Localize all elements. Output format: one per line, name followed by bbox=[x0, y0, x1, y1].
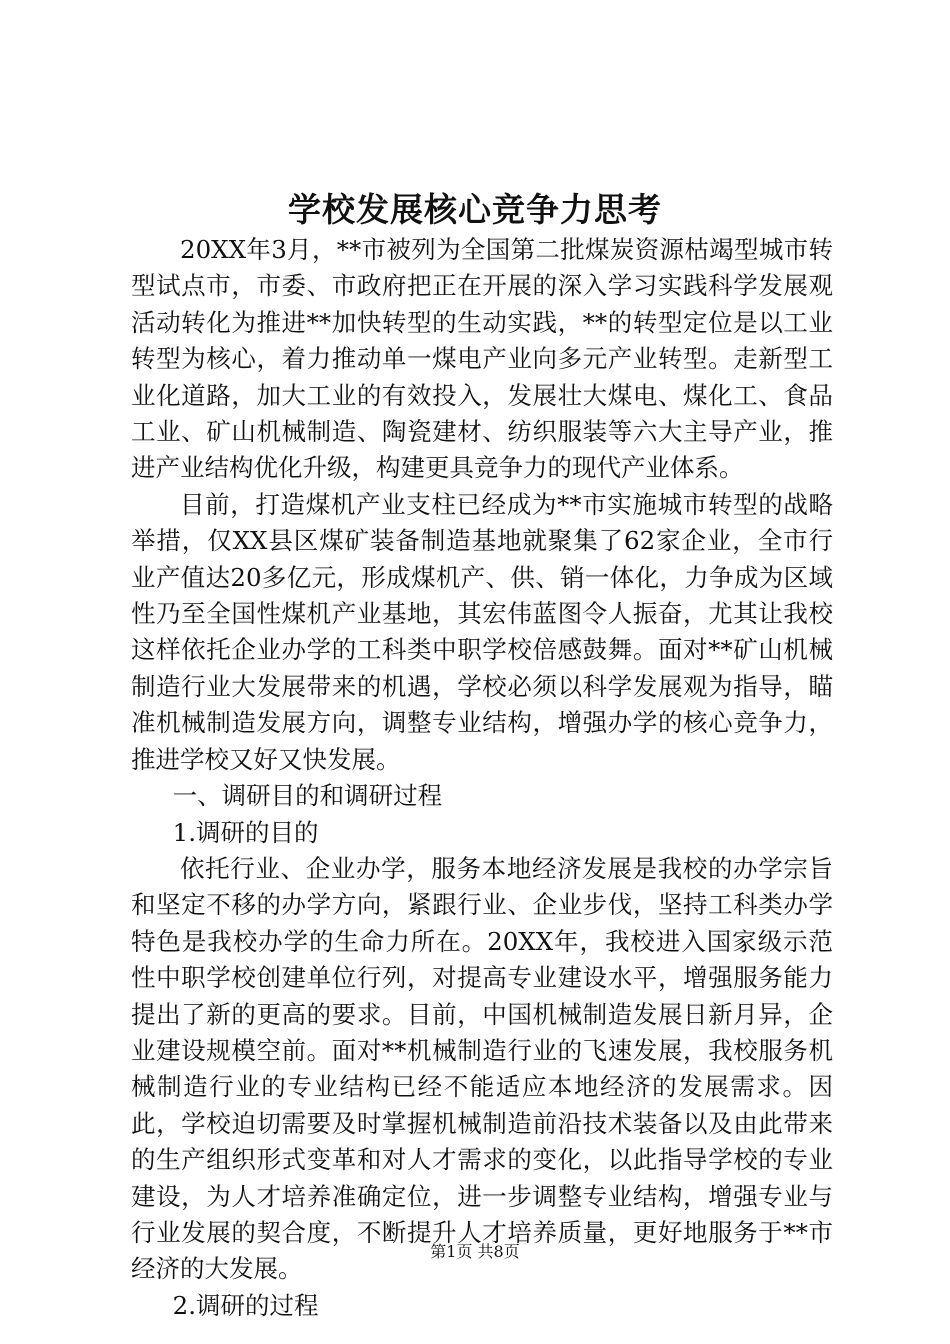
document-title: 学校发展核心竞争力思考 bbox=[288, 190, 662, 229]
page-number-footer: 第1页 共8页 bbox=[430, 1242, 520, 1261]
section-heading-research: 一、调研目的和调研过程 bbox=[172, 781, 443, 811]
subheading-research-purpose: 1.调研的目的 bbox=[172, 817, 319, 847]
document-body bbox=[131, 232, 833, 1324]
subheading-research-process: 2.调研的过程 bbox=[172, 1290, 319, 1320]
paragraph-intro: 20XX年3月，**市被列为全国第二批煤炭资源枯竭型城市转型试点市，市委、市政府把正在开展的深入学习实践科学发展观活动转化为推进**加快转型的生动实践，**的转型定位是以工业转型为核心，着力推动单一煤电产业向多元产业转型。走新型工业化道路，加大工业的有效投入，发展壮大煤电、煤化工、食品工业、矿山机械制造、陶瓷建材、纺织服装等六大主导产业，推进产业结构优化升级，构建更具竞争力的现代产业体系。 bbox=[131, 235, 833, 483]
paragraph-research-purpose: 依托行业、企业办学，服务本地经济发展是我校的办学宗旨和坚定不移的办学方向，紧跟行业、企业步伐，坚持工科类办学特色是我校办学的生命力所在。20XX年，我校进入国家级示范性中职学校创建单位行列，对提高专业建设水平，增强服务能力提出了新的更高的要求。目前，中国机械制造发展日新月异，企业建设规模空前。面对**机械制造行业的飞速发展，我校服务机械制造行业的专业结构已经不能适应本地经济的发展需求。因此，学校迫切需要及时掌握机械制造前沿技术装备以及由此带来的生产组织形式变革和对人才需求的变化，以此指导学校的专业建设，为人才培养准确定位，进一步调整专业结构，增强专业与行业发展的契合度，不断提升人才培养质量，更好地服务于**市经济的大发展。 bbox=[131, 853, 833, 1284]
paragraph-current-situation: 目前，打造煤机产业支柱已经成为**市实施城市转型的战略举措，仅XX县区煤矿装备制造基地就聚集了62家企业，全市行业产值达20多亿元，形成煤机产、供、销一体化，力争成为区域性乃至全国性煤机产业基地，其宏伟蓝图令人振奋，尤其让我校这样依托企业办学的工科类中职学校倍感鼓舞。面对**矿山机械制造行业大发展带来的机遇，学校必须以科学发展观为指导，瞄准机械制造发展方向，调整专业结构，增强办学的核心竞争力，推进学校又好又快发展。 bbox=[131, 489, 833, 774]
